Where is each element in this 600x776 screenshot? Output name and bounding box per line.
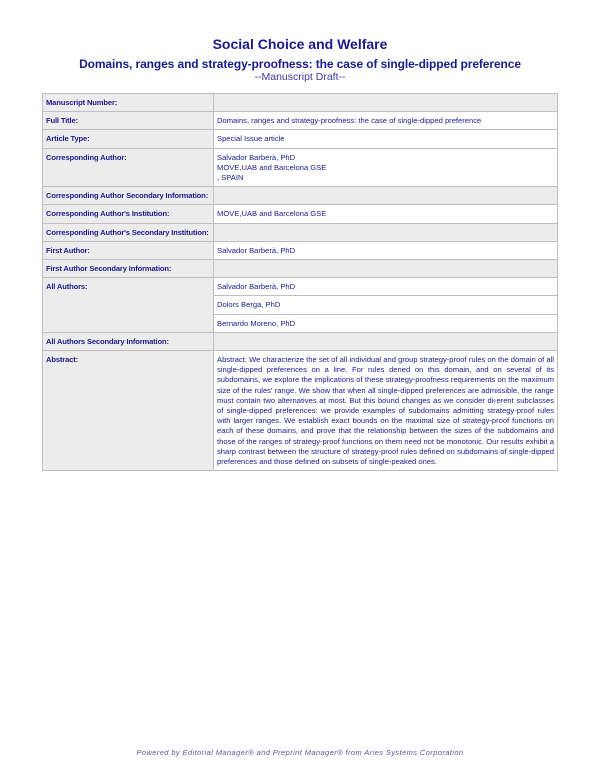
author-country: , SPAIN	[217, 173, 244, 183]
field-label: All Authors:	[43, 278, 214, 333]
field-label: Article Type:	[43, 130, 214, 148]
author-affiliation: MOVE,UAB and Barcelona GSE	[217, 162, 327, 172]
manuscript-draft-label: --Manuscript Draft--	[254, 71, 346, 83]
field-value: MOVE,UAB and Barcelona GSE	[214, 205, 558, 223]
author-name: Salvador Barberà, PhD	[217, 152, 296, 162]
row-corresponding-author-institution	[43, 205, 558, 223]
field-value	[214, 260, 558, 278]
field-value: Domains, ranges and strategy-proofness: the case of single-dipped preference	[214, 112, 558, 130]
row-full-title	[43, 112, 558, 130]
row-corresponding-author-secondary-institution	[43, 223, 558, 241]
field-value	[214, 94, 558, 112]
manuscript-title: Domains, ranges and strategy-proofness: the case of single-dipped preference	[79, 57, 521, 71]
field-label: Corresponding Author:	[43, 148, 214, 187]
field-label: Corresponding Author Secondary Information:	[43, 187, 214, 205]
field-label: Corresponding Author's Institution:	[43, 205, 214, 223]
field-value	[214, 223, 558, 241]
row-article-type	[43, 130, 558, 148]
abstract-text: Abstract: We characterize the set of all individual and group strategy-proof rules on the domain of all single-dipped preferences on a line. For rules dened on this domain, and on several of its subdomains, we explore the implications of these strategy-proofness requirements on the maximum size of the rules' range. We show that when all single-dipped preferences are admissible, the range must contain two alternatives at most. But this bound changes as we consider diⲋerent subclasses of single-dipped preferences: we provide examples of subdomains admitting strategy-proof rules with larger ranges. We establish exact bounds on the maximal size of strategy-proof functions on each of these domains, and prove that the relationship between the sizes of the subdomains and those of the ranges of strategy-proof functions on them need not be monotonic. Our results exhibit a sharp contrast between the structure of strategy-proof rules defined on subdomains of single-dipped preferences and those defined on subsets of single-peaked ones.	[214, 351, 558, 471]
field-value: Special Issue article	[214, 130, 558, 148]
row-abstract	[43, 351, 558, 471]
author-list-item: Dolors Berga, PhD	[214, 296, 558, 314]
journal-name: Social Choice and Welfare	[212, 36, 388, 52]
field-value	[214, 148, 558, 187]
row-all-authors-secondary-info	[43, 332, 558, 350]
field-label: All Authors Secondary Information:	[43, 332, 214, 350]
field-label: Corresponding Author's Secondary Institution:	[43, 223, 214, 241]
field-value	[214, 332, 558, 350]
footer-credit: Powered by Editorial Manager® and Preprint Manager® from Aries Systems Corporation	[136, 748, 464, 757]
field-label: First Author Secondary Information:	[43, 260, 214, 278]
author-list-item: Bernardo Moreno, PhD	[214, 314, 558, 332]
row-first-author	[43, 241, 558, 259]
row-corresponding-author-secondary-info	[43, 187, 558, 205]
row-first-author-secondary-info	[43, 260, 558, 278]
author-list-item: Salvador Barberà, PhD	[214, 278, 558, 296]
field-value: Salvador Barberà, PhD	[214, 241, 558, 259]
row-manuscript-number	[43, 94, 558, 112]
field-label: Manuscript Number:	[43, 94, 214, 112]
field-label: Abstract:	[43, 351, 214, 471]
row-corresponding-author	[43, 148, 558, 187]
field-value	[214, 187, 558, 205]
manuscript-details-table	[42, 93, 558, 471]
field-label: Full Title:	[43, 112, 214, 130]
row-all-authors-1	[43, 278, 558, 296]
field-label: First Author:	[43, 241, 214, 259]
